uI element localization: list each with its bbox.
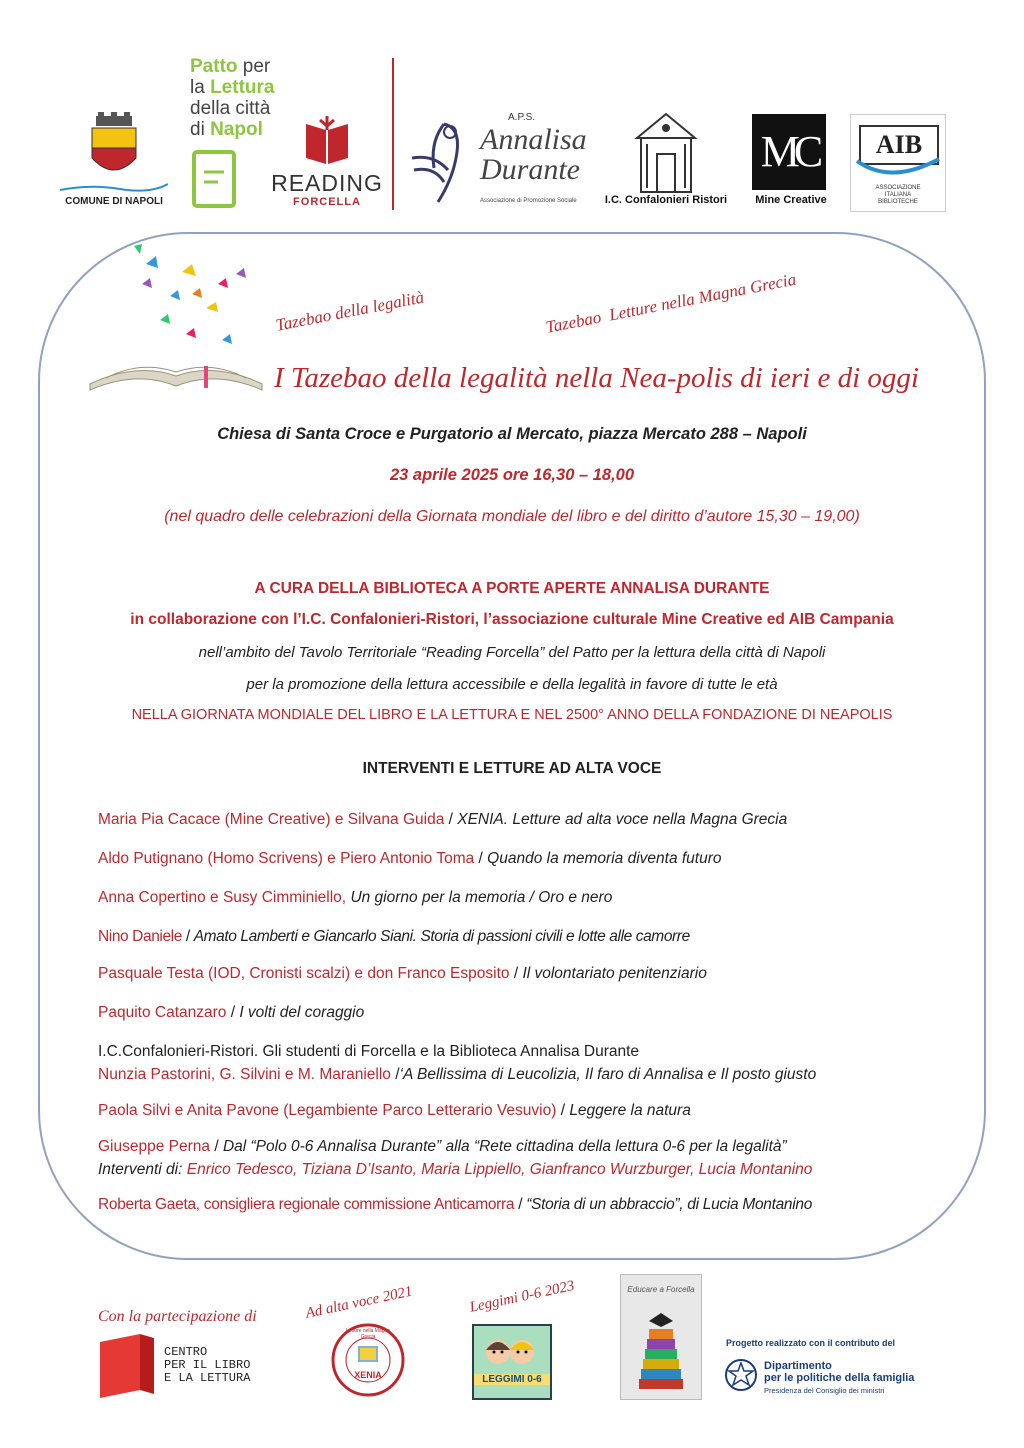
children-icon bbox=[474, 1326, 546, 1372]
icc-confalonieri-logo bbox=[596, 108, 736, 212]
angel-icon bbox=[404, 118, 476, 210]
patto-word: la bbox=[190, 77, 205, 98]
xenia-badge bbox=[330, 1322, 406, 1398]
program-speaker: Giuseppe Perna bbox=[98, 1138, 211, 1155]
patto-word: Lettura bbox=[210, 77, 275, 98]
politiche-label: per le politiche della famiglia bbox=[764, 1372, 915, 1384]
educare-forcella-logo bbox=[620, 1274, 702, 1400]
xenia-text: XENIA bbox=[354, 1370, 382, 1380]
mc-square bbox=[752, 114, 826, 190]
program-item bbox=[98, 1004, 958, 1022]
program-sep: / bbox=[390, 1066, 400, 1083]
aps-tag: Associazione di Promozione Sociale bbox=[480, 198, 577, 204]
event-date: 23 aprile 2025 ore 16,30 – 18,00 bbox=[389, 466, 635, 484]
event-context: (nel quadro delle celebrazioni della Giornata mondiale del libro e del diritto d’autore 15,30 – 19,00) bbox=[164, 508, 860, 525]
program-item bbox=[98, 850, 958, 868]
program-speaker: Roberta Gaeta, consigliera regionale commissione Anticamorra bbox=[98, 1196, 515, 1213]
mc-letters: MC bbox=[760, 127, 818, 176]
patto-word: Napol bbox=[210, 119, 263, 140]
program-talk: XENIA. Letture ad alta voce nella Magna Grecia bbox=[457, 811, 788, 828]
educare-title: Educare a Forcella bbox=[627, 1285, 695, 1294]
leggimi-label: Leggimi 0-6 2023 bbox=[468, 1278, 576, 1316]
program-item bbox=[98, 811, 958, 829]
program-item bbox=[98, 965, 958, 983]
centro-text-1: CENTRO bbox=[164, 1345, 208, 1359]
aib-logo bbox=[850, 114, 946, 212]
icc-caption: I.C. Confalonieri Ristori bbox=[604, 194, 728, 206]
program-speaker: Nino Daniele bbox=[98, 928, 182, 945]
program-item bbox=[98, 1161, 958, 1179]
mine-creative-logo bbox=[746, 114, 836, 210]
program-item bbox=[98, 1196, 958, 1214]
aps-small: A.P.S. bbox=[508, 112, 536, 123]
program-talk: Il volontariato penitenziario bbox=[522, 965, 707, 982]
program-sep: / bbox=[556, 1102, 570, 1119]
comune-di-napoli-logo bbox=[60, 112, 168, 212]
patto-word: per bbox=[242, 56, 271, 77]
xenia-ring-text: Letture nella Magna Grecia bbox=[345, 1328, 391, 1340]
centro-text-3: E LA LETTURA bbox=[164, 1371, 251, 1385]
program-talk: Leggere la natura bbox=[569, 1102, 691, 1119]
wave-icon bbox=[60, 182, 168, 192]
centro-text-2: PER IL LIBRO bbox=[164, 1358, 251, 1372]
section-title: INTERVENTI E LETTURE AD ALTA VOCE bbox=[362, 760, 662, 777]
program-speaker: Paquito Catanzaro bbox=[98, 1004, 227, 1021]
building-icon bbox=[631, 108, 701, 194]
book-icon bbox=[192, 150, 238, 210]
program-sep: / bbox=[474, 850, 488, 867]
reading-sub: FORCELLA bbox=[293, 196, 361, 208]
comune-label: COMUNE DI NAPOLI bbox=[65, 196, 163, 207]
program-talk: Amato Lamberti e Giancarlo Siani. Storia di passioni civili e lotte alle camorre bbox=[193, 928, 690, 945]
aps-name: Annalisa bbox=[480, 123, 587, 156]
book-butterflies-icon bbox=[86, 244, 266, 394]
program-item bbox=[98, 1102, 958, 1120]
program-sep: / bbox=[509, 965, 523, 982]
aib-sub: ASSOCIAZIONE ITALIANA BIBLIOTECHE bbox=[875, 185, 921, 205]
partecipazione-label: Con la partecipazione di bbox=[98, 1308, 257, 1325]
reading-word: READING bbox=[271, 170, 383, 196]
program-speaker: Aldo Putignano (Homo Scrivens) e Piero Antonio Toma bbox=[98, 850, 475, 867]
tag-left: Tazebao della legalità bbox=[274, 287, 426, 335]
program-icc-line: I.C.Confalonieri-Ristori. Gli studenti di Forcella e la Biblioteca Annalisa Durante bbox=[98, 1043, 640, 1060]
aps-name: Durante bbox=[480, 153, 580, 186]
patto-word: di bbox=[190, 119, 205, 140]
alta-voce-label: Ad alta voce 2021 bbox=[304, 1283, 414, 1322]
promozione: per la promozione della lettura accessibile e della legalità in favore di tutte le età bbox=[246, 676, 778, 693]
program-talk: Dal “Polo 0-6 Annalisa Durante” alla “Rete cittadina della lettura 0-6 per la legalità” bbox=[222, 1138, 787, 1155]
presidenza-label: Presidenza del Consiglio dei ministri bbox=[764, 1386, 885, 1395]
collaboration: in collaborazione con l’I.C. Confalonieri-Ristori, l’associazione culturale Mine Creative ed AIB Campania bbox=[130, 611, 894, 628]
patto-word: Patto bbox=[190, 56, 238, 77]
dipartimento-label: Dipartimento bbox=[764, 1360, 832, 1372]
program-speaker: Paola Silvi e Anita Pavone (Legambiente Parco Letterario Vesuvio) bbox=[98, 1102, 557, 1119]
program-speaker: Pasquale Testa (IOD, Cronisti scalzi) e don Franco Esposito bbox=[98, 965, 510, 982]
patto-word: della città bbox=[190, 98, 271, 119]
program-item bbox=[98, 1138, 958, 1156]
program-item bbox=[98, 889, 958, 907]
program-sep: / bbox=[514, 1196, 527, 1213]
open-book-icon bbox=[302, 112, 352, 166]
program-talk: Un giorno per la memoria / Oro e nero bbox=[350, 889, 613, 906]
giornata: NELLA GIORNATA MONDIALE DEL LIBRO E LA LETTURA E NEL 2500° ANNO DELLA FONDAZIONE DI NEAPOLIS bbox=[131, 707, 893, 723]
dipartimento-logo bbox=[724, 1338, 954, 1402]
tag-right: Tazebao Letture nella Magna Grecia bbox=[544, 269, 798, 337]
program-sep: / bbox=[210, 1138, 223, 1155]
centro-mark-icon bbox=[96, 1334, 158, 1400]
program-talk: Quando la memoria diventa futuro bbox=[487, 850, 722, 867]
program-sep: / bbox=[181, 928, 194, 945]
mc-caption: Mine Creative bbox=[755, 194, 827, 206]
header-divider bbox=[392, 58, 394, 210]
program-item bbox=[98, 1066, 958, 1084]
program-speaker: Maria Pia Cacace (Mine Creative) e Silvana Guida bbox=[98, 811, 445, 828]
program-sep: / bbox=[444, 811, 458, 828]
program-speaker: Anna Copertino e Susy Cimminiello, bbox=[98, 889, 347, 906]
progetto-label: Progetto realizzato con il contributo del bbox=[726, 1338, 896, 1348]
event-title: I Tazebao della legalità nella Nea-polis di ieri e di oggi bbox=[274, 362, 919, 394]
program-talk: I volti del coraggio bbox=[239, 1004, 365, 1021]
program-sep: / bbox=[226, 1004, 240, 1021]
leggimi-badge-text: LEGGIMI 0-6 bbox=[474, 1374, 550, 1385]
aps-annalisa-durante-logo bbox=[404, 112, 587, 212]
interventi-label: Interventi di: bbox=[98, 1161, 183, 1178]
program-item bbox=[98, 928, 958, 946]
program-speaker: Nunzia Pastorini, G. Silvini e M. Maraniello bbox=[98, 1066, 391, 1083]
emblem-icon bbox=[724, 1356, 758, 1394]
ambito: nell’ambito del Tavolo Territoriale “Reading Forcella” del Patto per la lettura della città di Napoli bbox=[198, 644, 826, 661]
reading-forcella-logo bbox=[266, 112, 388, 212]
interventi-names: Enrico Tedesco, Tiziana D’Isanto, Maria Lippiello, Gianfranco Wurzburger, Lucia Montanino bbox=[186, 1161, 813, 1178]
program-talk: “Storia di un abbraccio”, di Lucia Montanino bbox=[526, 1196, 813, 1213]
leggimi-badge bbox=[472, 1324, 552, 1400]
comune-shield-icon bbox=[74, 112, 154, 184]
centro-libro-logo bbox=[96, 1334, 276, 1400]
aib-letters: AIB bbox=[859, 125, 939, 165]
event-venue: Chiesa di Santa Croce e Purgatorio al Mercato, piazza Mercato 288 – Napoli bbox=[217, 425, 807, 443]
curated-by: A CURA DELLA BIBLIOTECA A PORTE APERTE ANNALISA DURANTE bbox=[254, 580, 770, 597]
aib-wave-icon bbox=[851, 155, 945, 185]
program-talk: ‘A Bellissima di Leucolizia, Il faro di Annalisa e Il posto giusto bbox=[399, 1066, 817, 1083]
books-stack-icon bbox=[621, 1299, 701, 1399]
